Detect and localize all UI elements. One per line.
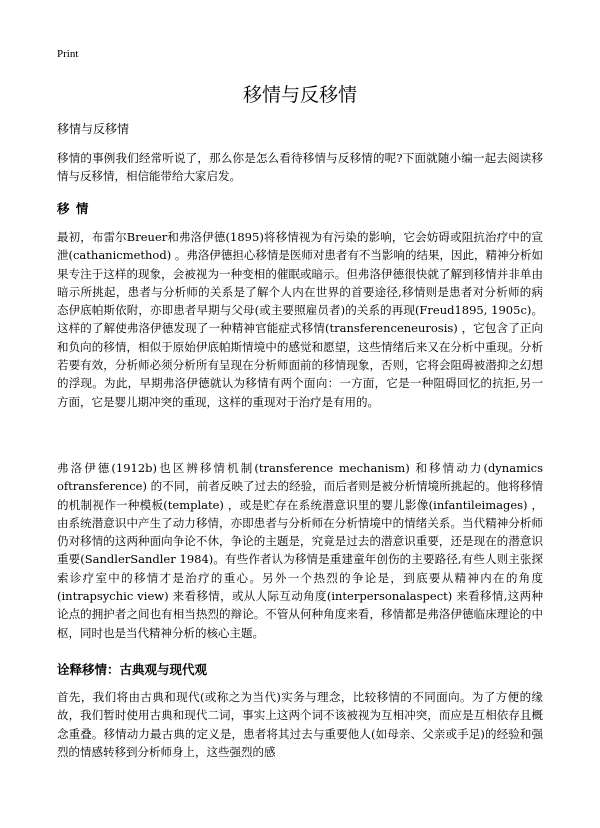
page-title: 移情与反移情: [242, 84, 357, 106]
intro-paragraph: 移情的事例我们经常听说了，那么你是怎么看待移情与反移情的呢?下面就随小编一起去阅读移情与反移情，相信能带给大家启发。: [57, 151, 543, 184]
section-heading-transference: 移 情: [57, 201, 90, 216]
paragraph-classic-modern: 首先，我们将由古典和现代(或称之为当代)实务与理念，比较移情的不同面向。为了方便的缘故，我们暂时使用古典和现代二词，事实上这两个词不该被视为互相冲突，而应是互相依存且概念重叠。移情动力最古典的定义是，患者将其过去与重要他人(如母亲、父亲或手足)的经验和强烈的情感转移到分析师身上，这些强烈的感: [57, 690, 543, 759]
section-heading-interpretation: 诠释移情：古典观与现代观: [57, 662, 208, 677]
paragraph-mechanism: 弗洛伊德(1912b)也区辨移情机制(transference mechanism) 和移情动力(dynamics oftransference) 的不同，前者反映了过去的经验，而后者则是被分析情境所挑起的。他将移情的机制视作一种模板(template) ，或是贮存在系统潜意识里的婴儿影像(infantileimages) ，由系统潜意识中产生了动力移情，亦即患者与分析师在分析情境中的情绪关系。当代精神分析师仍对移情的这两种面向争论不休，争论的主题是，究竟是过去的潜意识重要，还是现在的潜意识重要(SandlerSandler 1984)。有些作者认为移情是重建童年创伤的主要路径,有些人则主张探索诊疗室中的移情才是治疗的重心。另外一个热烈的争论是，到底要从精神内在的角度(intrapsychic view) 来看移情，或从人际互动角度(interpersonalaspect) 来看移情,这两种论点的拥护者之间也有相当热烈的辩论。不管从何种角度来看，移情都是弗洛伊德临床理论的中枢，同时也是当代精神分析的核心主题。: [57, 461, 543, 640]
paragraph-history: 最初，布雷尔Breuer和弗洛伊德(1895)将移情视为有污染的影响，它会妨碍或阻抗治疗中的宣泄(cathanicmethod) 。弗洛伊德担心移情是医师对患者有不当影响的结果，因此，精神分析如果专注于这样的现象，会被视为一种变相的催眠或暗示。但弗洛伊德很快就了解到移情并非单由暗示所挑起，患者与分析师的关系是了解个人内在世界的首要途径,移情则是患者对分析师的病态伊底帕斯依附，亦即患者早期与父母(或主要照雇员者)的关系的再现(Freud1895, 1905c)。这样的了解使弗洛伊德发现了一种精神官能症式移情(transferenceneurosis) ，它包含了正向和负向的移情，相似于原始伊底帕斯情境中的感觉和愿望，这些情绪后来又在分析中重现。分析若要有效，分析师必须分析所有呈现在分析师面前的移情现象，否则，它将会阻碍被潜抑之幻想的浮现。为此，早期弗洛伊德就认为移情有两个面向：一方面，它是一种阻碍回忆的抗拒,另一方面，它是婴儿期冲突的重现，这样的重现对于治疗是有用的。: [57, 230, 543, 409]
document-subtitle: 移情与反移情: [57, 122, 130, 136]
print-link[interactable]: Print: [57, 48, 79, 60]
